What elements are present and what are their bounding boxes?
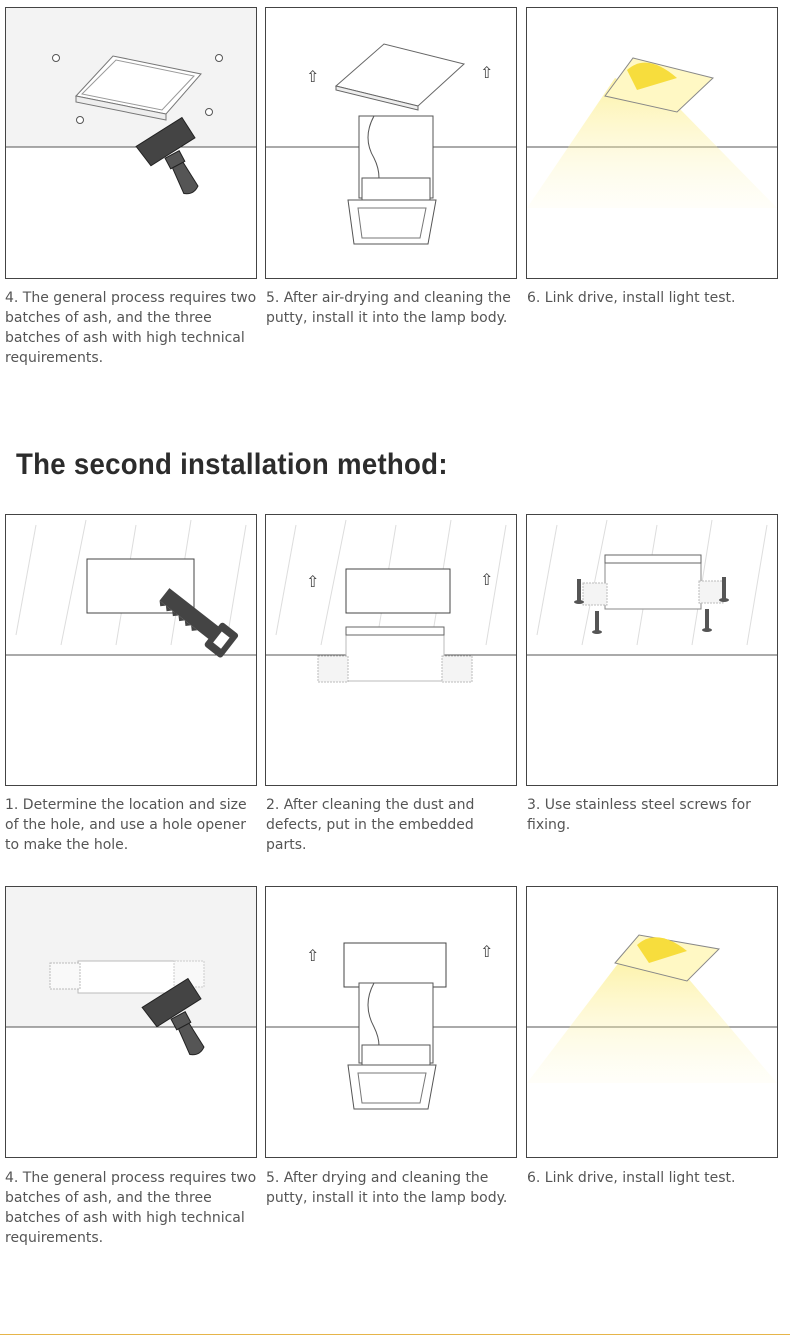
step-caption: 2. After cleaning the dust and defects, put in the embedded parts. — [266, 797, 475, 853]
step-5-illustration — [265, 7, 517, 279]
step-caption: 3. Use stainless steel screws for fixing. — [527, 797, 751, 833]
up-arrow-icon: ⇧ — [306, 67, 320, 86]
up-arrow-icon: ⇧ — [480, 63, 494, 82]
step-caption: 5. After air-drying and cleaning the putty, install it into the lamp body. — [266, 290, 511, 326]
step-4-illustration — [5, 7, 257, 279]
step-5-illustration — [265, 886, 517, 1158]
saw-icon — [155, 583, 240, 658]
step-caption: 1. Determine the location and size of the hole, and use a hole opener to make the hole. — [5, 797, 247, 853]
step-6-illustration — [526, 7, 778, 279]
step-caption: 5. After drying and cleaning the putty, install it into the lamp body. — [266, 1170, 508, 1206]
step-caption: 4. The general process requires two batches of ash, and the three batches of ash with high technical requirements. — [5, 1170, 257, 1246]
up-arrow-icon: ⇧ — [480, 942, 494, 961]
step-3-illustration — [526, 514, 778, 786]
step-1-illustration — [5, 514, 257, 786]
step-caption: 6. Link drive, install light test. — [527, 290, 736, 306]
footer-divider — [0, 1334, 790, 1335]
step-caption: 6. Link drive, install light test. — [527, 1170, 736, 1186]
step-2-illustration — [265, 514, 517, 786]
up-arrow-icon: ⇧ — [306, 572, 320, 591]
step-caption: 4. The general process requires two batches of ash, and the three batches of ash with high technical requirements. — [5, 290, 257, 366]
up-arrow-icon: ⇧ — [480, 570, 494, 589]
step-4-illustration — [5, 886, 257, 1158]
section-title: The second installation method: — [16, 448, 448, 481]
step-6-illustration — [526, 886, 778, 1158]
up-arrow-icon: ⇧ — [306, 946, 320, 965]
